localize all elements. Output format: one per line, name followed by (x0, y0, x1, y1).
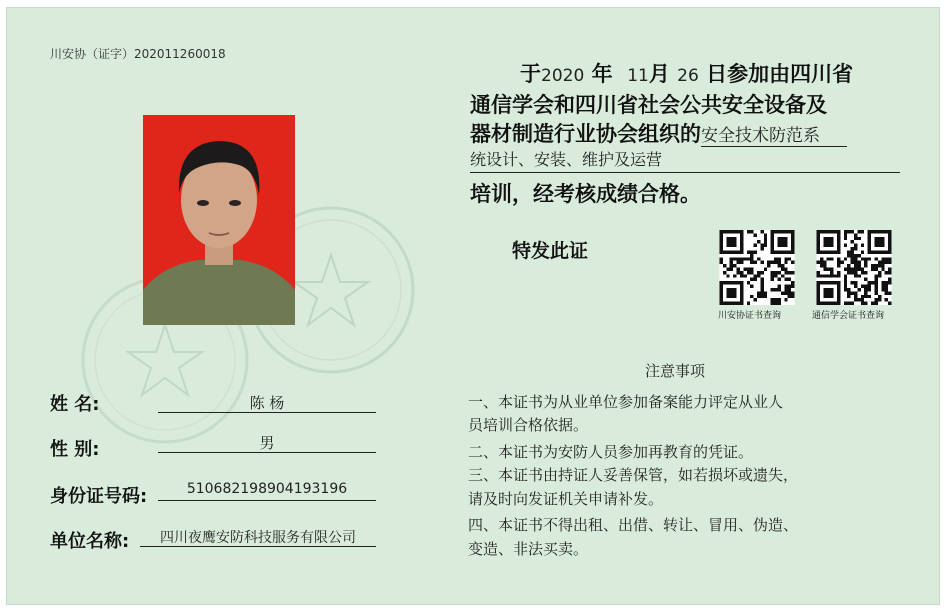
id-label: 身份证号码: (50, 486, 148, 507)
notes-item: 员培训合格依据。 (468, 416, 589, 434)
special-issue-text: 特发此证 (512, 240, 589, 262)
notes-title: 注意事项 (645, 362, 706, 380)
course-line (470, 147, 900, 173)
course-name-part1: 安全技术防范系 (701, 121, 847, 147)
statement-day-unit: 日参加由四川省 (706, 62, 854, 86)
statement-prefix: 于 (520, 62, 541, 86)
name-label: 姓 名: (50, 394, 100, 415)
unit-label: 单位名称: (50, 531, 130, 552)
statement-year-unit: 年 (591, 62, 613, 86)
qr-code-icon (810, 230, 898, 305)
notes-item: 三、本证书由持证人妥善保管，如若损坏或遗失， (468, 466, 799, 484)
notes-item: 二、本证书为安防人员参加再教育的凭证。 (468, 443, 754, 461)
gender-line (158, 430, 376, 453)
statement-organizer: 器材制造行业协会组织的 (470, 122, 701, 146)
holder-gender: 男 (259, 434, 275, 452)
statement-line-2: 通信学会和四川省社会公共安全设备及 (470, 93, 827, 117)
unit-line (140, 524, 376, 547)
holder-photo (143, 115, 295, 325)
name-line (158, 390, 376, 413)
holder-id-number: 510682198904193196 (186, 481, 348, 497)
id-line (158, 478, 376, 501)
notes-item: 四、本证书不得出租、出借、转让、冒用、伪造、 (468, 516, 799, 534)
notes-item: 一、本证书为从业单位参加备案能力评定从业人 (468, 393, 784, 411)
qr-code-icon (713, 230, 801, 305)
notes-item: 请及时向发证机关申请补发。 (468, 490, 664, 508)
holder-unit: 四川夜鹰安防科技服务有限公司 (160, 530, 356, 546)
statement-line-1 (520, 58, 853, 88)
statement-line-3 (470, 118, 847, 148)
statement-year: 2020 (541, 66, 585, 86)
certificate-number: 川安协（证字）202011260018 (50, 47, 226, 61)
qr-label-right: 通信学会证书查询 (812, 311, 885, 321)
notes-item: 变造、非法买卖。 (468, 540, 589, 558)
gender-label: 性 别: (50, 439, 100, 460)
statement-day: 26 (677, 66, 699, 86)
qr-label-left: 川安协证书查询 (718, 311, 782, 321)
statement-line-5: 培训，经考核成绩合格。 (470, 182, 701, 206)
course-name-part2: 统设计、安装、维护及运营 (470, 150, 663, 169)
statement-month-unit: 月 (648, 62, 670, 86)
statement-month: 11 (627, 66, 649, 86)
holder-name: 陈 杨 (249, 394, 285, 412)
